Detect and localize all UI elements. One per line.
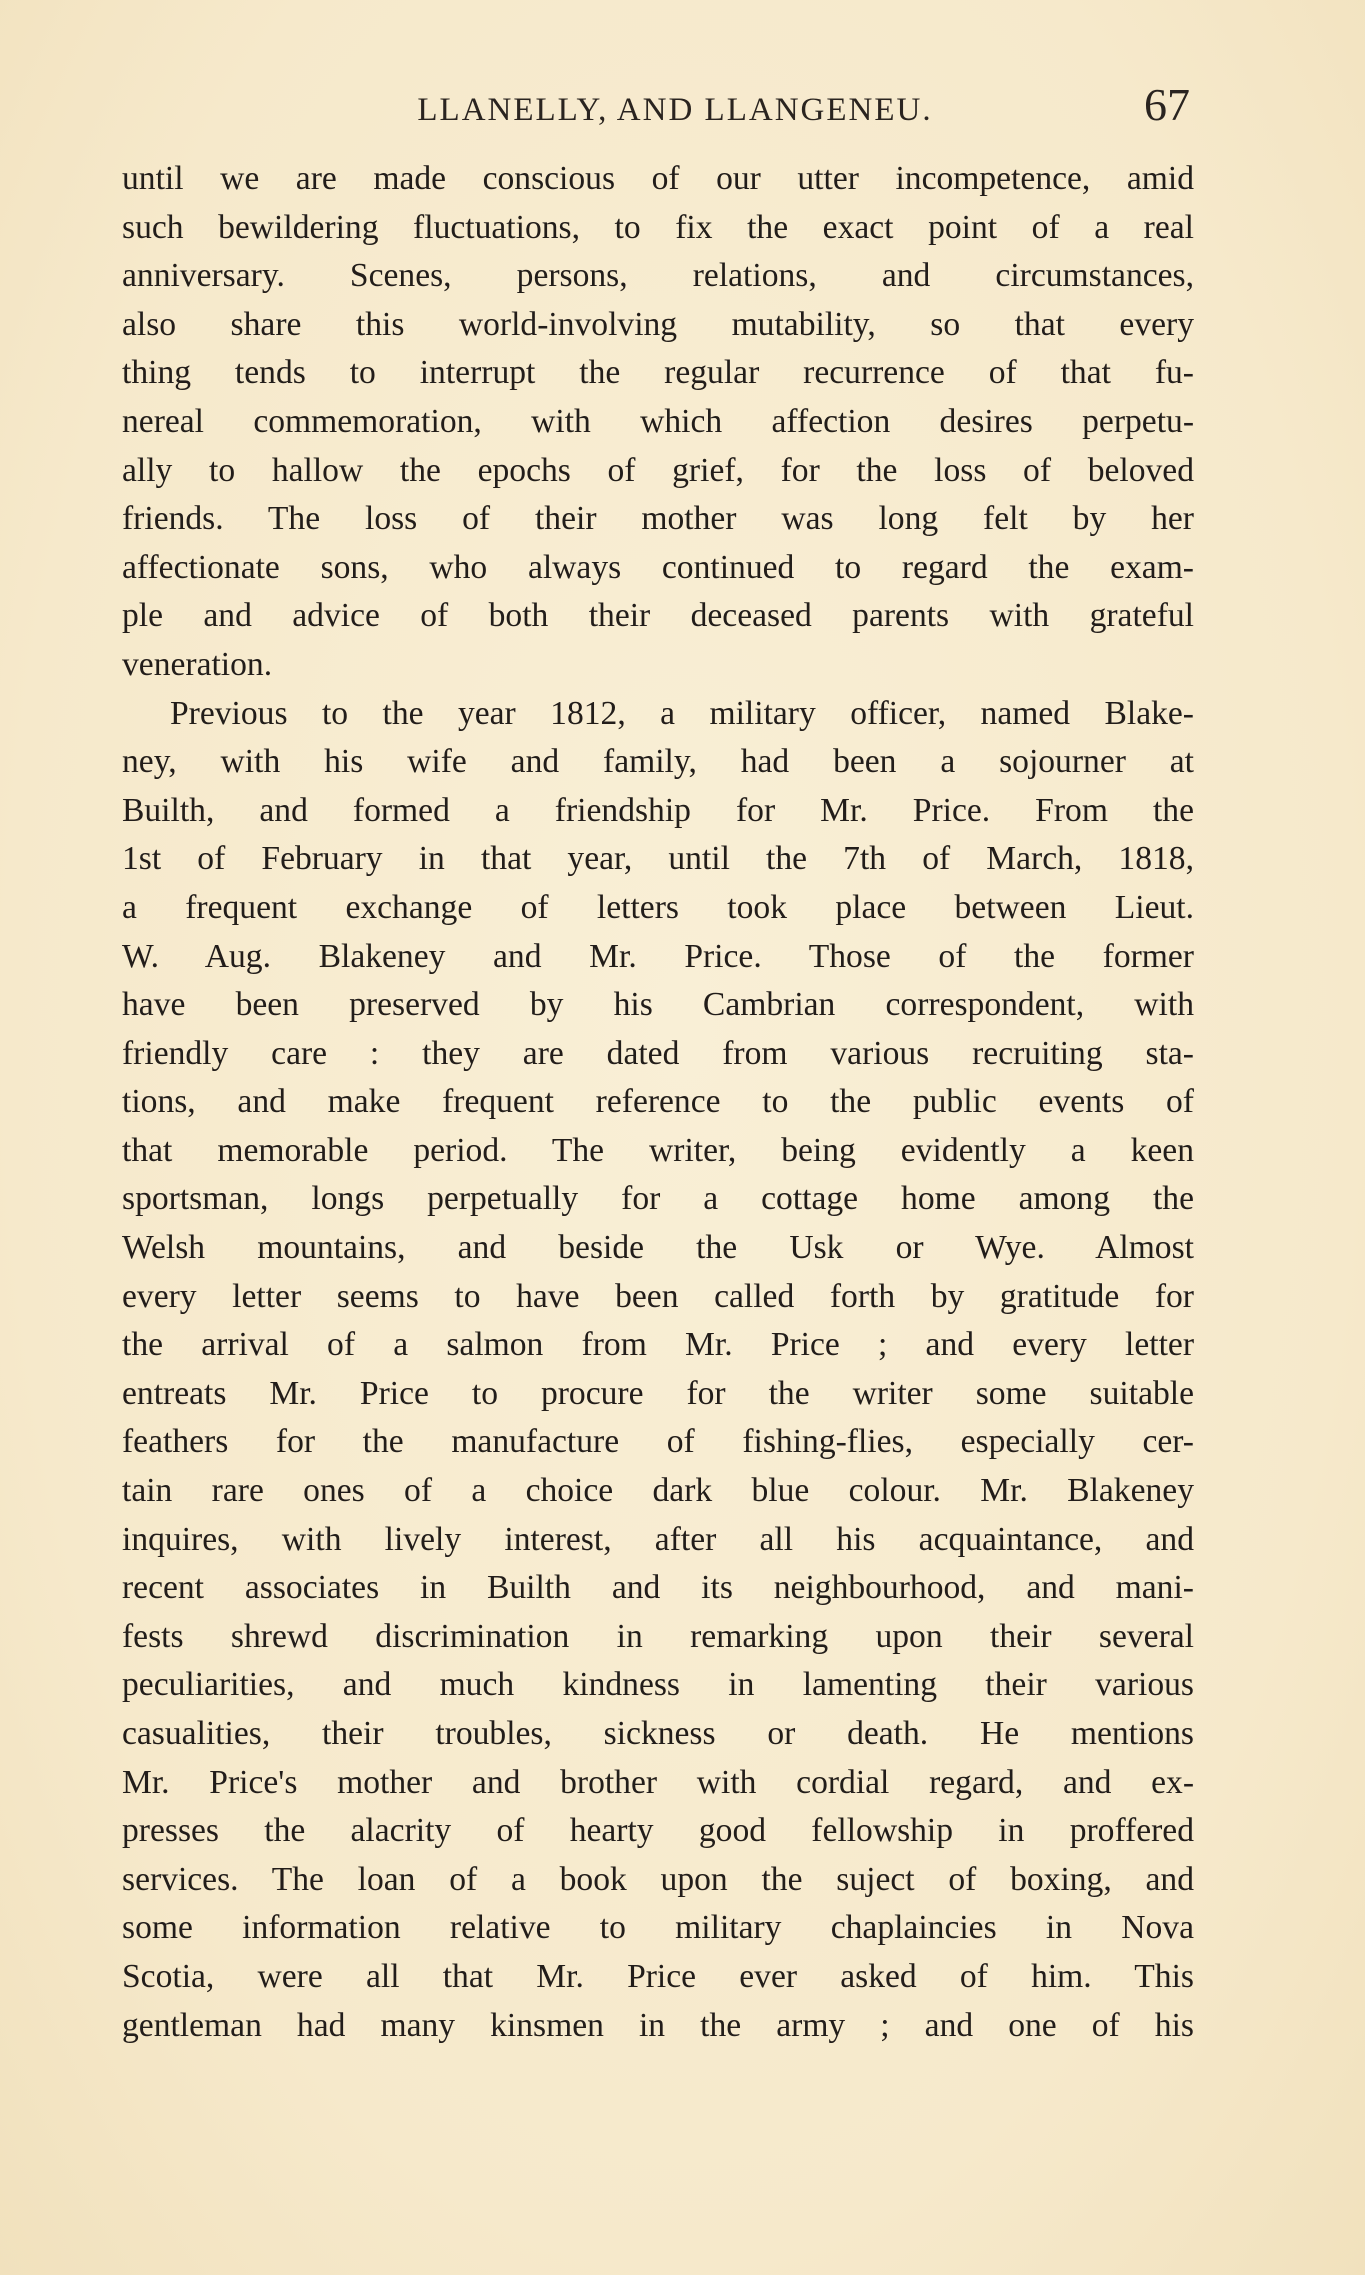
text-line: services. The loan of a book upon the suject of boxing, and: [122, 1860, 1194, 1898]
text-line: Previous to the year 1812, a military officer, named Blake-: [170, 694, 1194, 732]
text-line: Mr. Price's mother and brother with cordial regard, and ex-: [122, 1763, 1194, 1801]
text-line: also share this world-involving mutability, so that every: [122, 305, 1194, 343]
text-line: nereal commemoration, with which affection desires perpetu-: [122, 402, 1194, 440]
text-line: feathers for the manufacture of fishing-flies, especially cer-: [122, 1423, 1194, 1461]
text-line: every letter seems to have been called forth by gratitude for: [122, 1277, 1194, 1315]
running-head: LLANELLY, AND LLANGENEU.: [417, 92, 933, 128]
text-line: the arrival of a salmon from Mr. Price ; and every letter: [122, 1326, 1194, 1364]
text-line: gentleman had many kinsmen in the army ; and one of his: [122, 2006, 1194, 2044]
text-line: inquires, with lively interest, after all his acquaintance, and: [122, 1520, 1194, 1558]
text-line: tions, and make frequent reference to the public events of: [122, 1083, 1194, 1121]
text-line: until we are made conscious of our utter incompetence, amid: [122, 160, 1194, 197]
text-line: W. Aug. Blakeney and Mr. Price. Those of the former: [122, 937, 1194, 975]
page-number: 67: [1144, 79, 1190, 130]
text-line: recent associates in Builth and its neighbourhood, and mani-: [122, 1569, 1194, 1607]
text-line: have been preserved by his Cambrian correspondent, with: [122, 986, 1194, 1024]
page-header: [120, 78, 1190, 148]
text-line: ple and advice of both their deceased parents with grateful: [122, 597, 1194, 635]
text-line: Welsh mountains, and beside the Usk or Wye. Almost: [122, 1229, 1194, 1267]
text-line: Builth, and formed a friendship for Mr. Price. From the: [122, 791, 1194, 829]
text-line: affectionate sons, who always continued to regard the exam-: [122, 548, 1194, 586]
text-line: ney, with his wife and family, had been a sojourner at: [122, 743, 1194, 781]
text-line: thing tends to interrupt the regular recurrence of that fu-: [122, 354, 1194, 392]
body-text: [122, 155, 1194, 2050]
text-line: Scotia, were all that Mr. Price ever asked of him. This: [122, 1957, 1194, 1995]
text-line: veneration.: [122, 645, 273, 683]
text-line: a frequent exchange of letters took place between Lieut.: [122, 888, 1194, 926]
text-line: friends. The loss of their mother was long felt by her: [122, 500, 1194, 538]
text-line: entreats Mr. Price to procure for the writer some suitable: [122, 1374, 1194, 1412]
paragraph: [122, 155, 1194, 690]
text-line: presses the alacrity of hearty good fellowship in proffered: [122, 1812, 1194, 1850]
text-line: such bewildering fluctuations, to fix the exact point of a real: [122, 208, 1194, 246]
text-line: ally to hallow the epochs of grief, for the loss of beloved: [122, 451, 1194, 489]
text-line: tain rare ones of a choice dark blue colour. Mr. Blakeney: [122, 1472, 1194, 1510]
paragraph: [122, 690, 1194, 2051]
text-line: fests shrewd discrimination in remarking upon their several: [122, 1617, 1194, 1655]
text-line: 1st of February in that year, until the 7th of March, 1818,: [122, 840, 1194, 878]
text-line: casualities, their troubles, sickness or death. He mentions: [122, 1715, 1194, 1752]
text-line: anniversary. Scenes, persons, relations, and circumstances,: [122, 257, 1194, 295]
text-line: sportsman, longs perpetually for a cottage home among the: [122, 1180, 1194, 1218]
text-line: friendly care : they are dated from various recruiting sta-: [122, 1034, 1194, 1072]
text-line: peculiarities, and much kindness in lamenting their various: [122, 1666, 1194, 1704]
text-line: that memorable period. The writer, being evidently a keen: [122, 1131, 1194, 1169]
text-line: some information relative to military chaplaincies in Nova: [122, 1909, 1194, 1947]
